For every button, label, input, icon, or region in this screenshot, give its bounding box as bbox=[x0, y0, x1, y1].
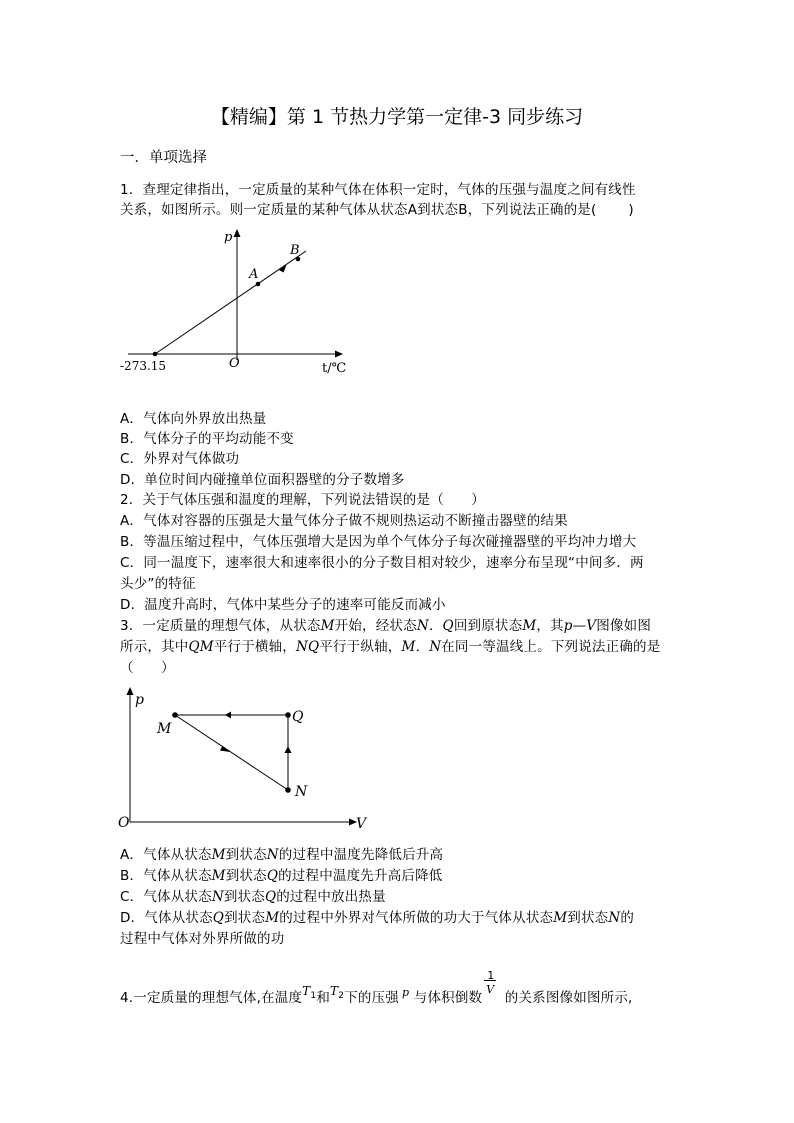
q3-point-q bbox=[285, 712, 291, 718]
q3-x-label: V bbox=[356, 816, 367, 832]
q3-label-q: Q bbox=[292, 709, 304, 725]
q1-label-b: B bbox=[290, 243, 300, 258]
q3-answer-blank: （ ） bbox=[120, 660, 175, 676]
page-title: 【精编】第 1 节热力学第一定律-3 同步练习 bbox=[210, 106, 584, 128]
q2-option-c-cont: 头少”的特征 bbox=[120, 576, 196, 592]
q2-option-a: A．气体对容器的压强是大量气体分子做不规则热运动不断撞击器壁的结果 bbox=[120, 513, 568, 529]
q1-y-label: p bbox=[224, 230, 233, 245]
q3-option-d: D．气体从状态Q到状态M的过程中外界对气体所做的功大于气体从状态M到状态N的 bbox=[120, 910, 635, 926]
q1-stem-line2: 关系，如图所示。则一定质量的某种气体从状态A到状态B，下列说法正确的是( ) bbox=[120, 202, 634, 218]
q3-stem-line1: 3．一定质量的理想气体，从状态M开始，经状态N．Q回到原状态M，其p—V图像如图 bbox=[120, 618, 652, 634]
q3-option-b: B．气体从状态M到状态Q的过程中温度先升高后降低 bbox=[120, 868, 443, 884]
q1-x-label: t/℃ bbox=[322, 361, 347, 376]
q2-option-b: B．等温压缩过程中，气体压强增大是因为单个气体分子每次碰撞器壁的平均冲力增大 bbox=[120, 534, 637, 550]
q3-point-n bbox=[285, 787, 291, 793]
q2-option-c: C．同一温度下，速率很大和速率很小的分子数目相对较少，速率分布呈现“中间多．两 bbox=[120, 555, 644, 571]
q1-point-a bbox=[256, 282, 261, 287]
q1-intercept-point bbox=[153, 352, 158, 357]
q2-option-d: D．温度升高时，气体中某些分子的速率可能反而减小 bbox=[120, 597, 446, 613]
q1-stem-line1: 1．查理定律指出，一定质量的某种气体在体积一定时，气体的压强与温度之间有线性 bbox=[120, 182, 636, 198]
q1-option-c: C．外界对气体做功 bbox=[120, 451, 240, 467]
q3-point-m bbox=[172, 712, 178, 718]
q3-label-m: M bbox=[157, 721, 172, 737]
q3-label-n: N bbox=[295, 784, 308, 800]
q3-arrow-nq bbox=[285, 746, 292, 753]
q4-fraction: 1 V bbox=[486, 969, 495, 996]
q1-origin-label: O bbox=[229, 356, 240, 371]
q3-option-c: C．气体从状态N到状态Q的过程中放出热量 bbox=[120, 889, 386, 905]
q2-stem: 2．关于气体压强和温度的理解，下列说法错误的是（ ） bbox=[120, 492, 485, 508]
q3-y-label: p bbox=[135, 692, 144, 708]
q3-arrow-mn bbox=[220, 746, 230, 752]
q1-option-d: D．单位时间内碰撞单位面积器壁的分子数增多 bbox=[120, 472, 405, 488]
q3-segment-mn bbox=[175, 715, 288, 790]
q3-origin-label: O bbox=[118, 815, 130, 831]
q3-stem-line2: 所示，其中QM平行于横轴，NQ平行于纵轴，M．N在同一等温线上。下列说法正确的是 bbox=[120, 639, 661, 655]
q1-option-a: A．气体向外界放出热量 bbox=[120, 411, 267, 427]
q3-option-a: A．气体从状态M到状态N的过程中温度先降低后升高 bbox=[120, 847, 444, 863]
q1-p-t-graph bbox=[110, 224, 360, 380]
q3-p-v-graph bbox=[112, 682, 372, 836]
q1-isochore-line bbox=[155, 251, 306, 354]
section-heading: 一．单项选择 bbox=[120, 150, 207, 166]
q1-option-b: B．气体分子的平均动能不变 bbox=[120, 431, 294, 447]
q4-stem: 4.一定质量的理想气体,在温度$T^1$和$T^2$下的压强 $^p$ 与体积倒数 1 V 的关系图像如图所示, bbox=[120, 969, 633, 1006]
q1-intercept-label: -273.15 bbox=[120, 359, 167, 373]
q1-label-a: A bbox=[249, 267, 259, 282]
q3-option-d-cont: 过程中气体对外界所做的功 bbox=[120, 931, 285, 947]
q3-arrow-qm bbox=[225, 712, 231, 719]
